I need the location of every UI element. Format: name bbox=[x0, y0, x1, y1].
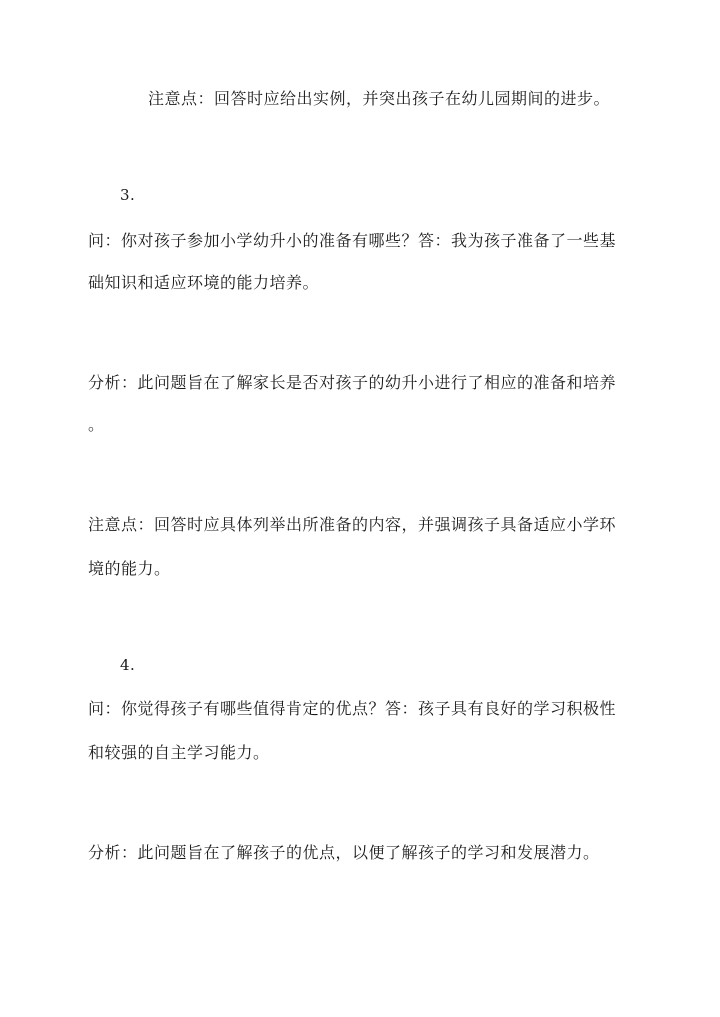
question-4-line-2: 和较强的自主学习能力。 bbox=[88, 743, 270, 762]
question-3-line-2: 础知识和适应环境的能力培养。 bbox=[88, 273, 320, 292]
analysis-4-line-1: 分析：此问题旨在了解孩子的优点，以便了解孩子的学习和发展潜力。 bbox=[88, 843, 600, 862]
note-3-line-1: 注意点：回答时应具体列举出所准备的内容，并强调孩子具备适应小学环 bbox=[88, 515, 617, 534]
item-number-4: 4. bbox=[120, 656, 136, 674]
analysis-3-line-1: 分析：此问题旨在了解家长是否对孩子的幼升小进行了相应的准备和培养 bbox=[88, 373, 617, 392]
question-4-line-1: 问：你觉得孩子有哪些值得肯定的优点？答：孩子具有良好的学习积极性 bbox=[88, 699, 617, 718]
note-line-1: 注意点：回答时应给出实例，并突出孩子在幼儿园期间的进步。 bbox=[148, 89, 611, 108]
item-number-3: 3. bbox=[120, 186, 136, 204]
question-3-line-1: 问：你对孩子参加小学幼升小的准备有哪些？答：我为孩子准备了一些基 bbox=[88, 231, 617, 250]
analysis-3-line-2: 。 bbox=[88, 415, 105, 434]
note-3-line-2: 境的能力。 bbox=[88, 559, 171, 578]
